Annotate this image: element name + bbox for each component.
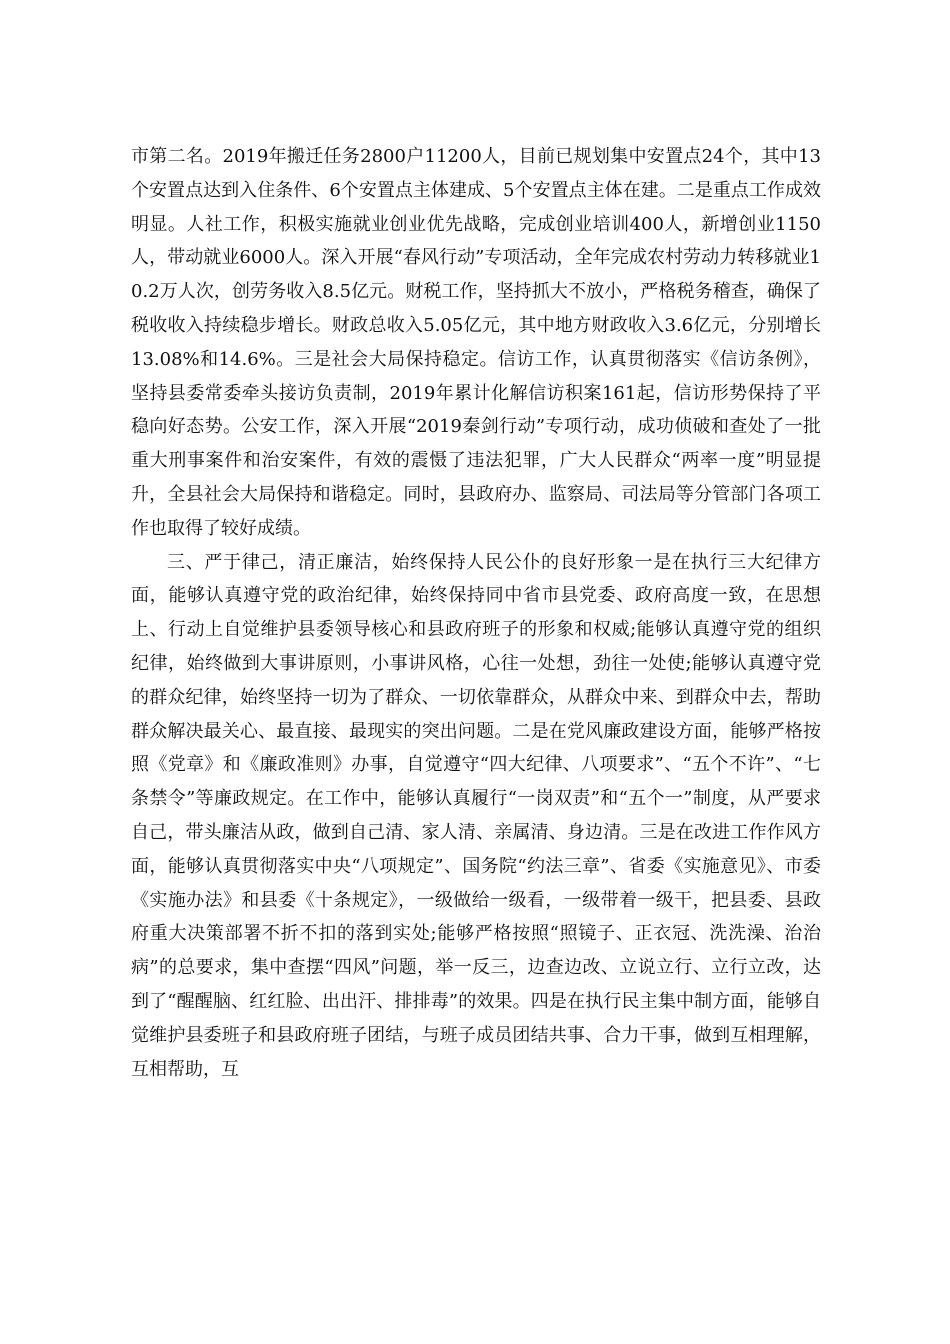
paragraph-1: 市第二名。2019年搬迁任务2800户11200人，目前已规划集中安置点24个，其中13个安置点达到入住条件、6个安置点主体建成、5个安置点主体在建。二是重点工作成效明显。人社工作，积极实施就业创业优先战略，完成创业培训400人，新增创业1150人，带动就业6000人。深入开展“春风行动”专项活动，全年完成农村劳动力转移就业10.2万人次，创劳务收入8.5亿元。财税工作，坚持抓大不放小，严格税务稽查，确保了税收收入持续稳步增长。财政总收入5.05亿元，其中地方财政收入3.6亿元，分别增长13.08%和14.6%。三是社会大局保持稳定。信访工作，认真贯彻落实《信访条例》，坚持县委常委牵头接访负责制，2019年累计化解信访积案161起，信访形势保持了平稳向好态势。公安工作，深入开展“2019秦剑行动”专项行动，成功侦破和查处了一批重大刑事案件和治安案件，有效的震慑了违法犯罪，广大人民群众“两率一度”明显提升，全县社会大局保持和谐稳定。同时，县政府办、监察局、司法局等分管部门各项工作也取得了较好成绩。 <box>131 146 821 539</box>
paragraph-2: 三、严于律己，清正廉洁，始终保持人民公仆的良好形象一是在执行三大纪律方面，能够认真遵守党的政治纪律，始终保持同中省市县党委、政府高度一致，在思想上、行动上自觉维护县委领导核心和县政府班子的形象和权威;能够认真遵守党的组织纪律，始终做到大事讲原则，小事讲风格，心往一处想，劲往一处使;能够认真遵守党的群众纪律，始终坚持一切为了群众、一切依靠群众，从群众中来、到群众中去，帮助群众解决最关心、最直接、最现实的突出问题。二是在党风廉政建设方面，能够严格按照《党章》和《廉政准则》办事，自觉遵守“四大纪律、八项要求”、“五个不许”、“七条禁令”等廉政规定。在工作中，能够认真履行“一岗双责”和“五个一”制度，从严要求自己，带头廉洁从政，做到自己清、家人清、亲属清、身边清。三是在改进工作作风方面，能够认真贯彻落实中央“八项规定”、国务院“约法三章”、省委《实施意见》、市委《实施办法》和县委《十条规定》，一级做给一级看，一级带着一级干，把县委、县政府重大决策部署不折不扣的落到实处;能够严格按照“照镜子、正衣冠、洗洗澡、治治病”的总要求，集中查摆“四风”问题，举一反三，边查边改、立说立行、立行立改，达到了“醒醒脑、红红脸、出出汗、排排毒”的效果。四是在执行民主集中制方面，能够自觉维护县委班子和县政府班子团结，与班子成员团结共事、合力干事，做到互相理解，互相帮助，互 <box>131 551 821 1080</box>
document-body <box>131 140 821 1086</box>
